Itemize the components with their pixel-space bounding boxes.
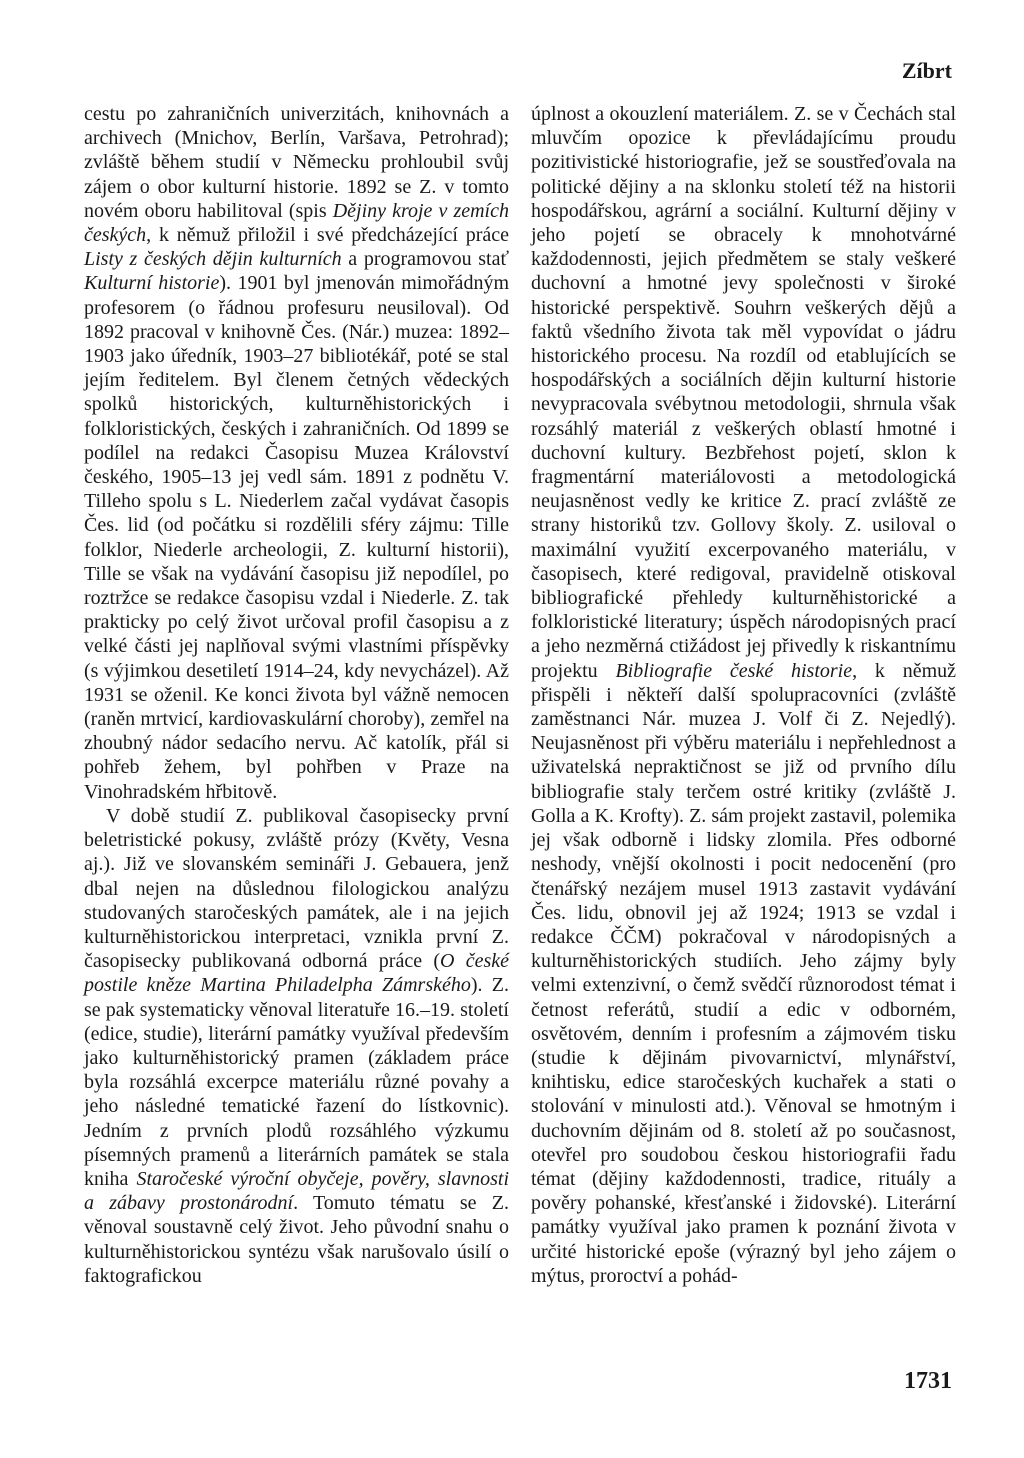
text-run: . Tomuto tématu se Z. věnoval soustavně celý život. Jeho původní snahu o kulturněhistorickou syntézu však narušovalo úsilí o faktografickou — [84, 1192, 510, 1287]
text-run: , k němuž přispěli i někteří další spolupracovníci (zvláště zaměstnanci Nár. muzea J. Volf či Z. Nejedlý). Neujasněnost při výběru materiálu i nepřehlednost a uživatelská nepraktičnost se již od prvního dílu bibliografie staly terčem ostré kritiky (zvláště J. Golla a K. Krofty). Z. sám projekt zastavil, polemika jej však odborně i lidsky zlomila. Přes odborné neshody, vnější okolnosti i pocit nedocenění (pro čtenářský nezájem musel 1913 zastavit vydávání Čes. lidu, obnovil jej až 1924; 1913 se vzdal i redakce ČČM) pokračoval v národopisných a kulturněhistorických studiích. Jeho zájmy byly velmi extenzivní, o čemž svědčí různorodost témat i četnost referátů, studií a edic v odborném, osvětovém, denním i profesním a zájmovém tisku (studie k dějinám pivovarnictví, mlynářství, knihtisku, edice staročeských kuchařek a stati o stolování v minulosti atd.). Věnoval se hmotným i duchovním dějinám od 8. století až po současnost, otevřel pro soudobou českou historiografii řadu témat (dějiny každodennosti, tradice, rituály a pověry pohanské, křesťanské i židovské). Literární památky využíval jako pramen k poznání života v určité historické epoše (výrazný byl jeho zájem o mýtus, proroctví a pohád- — [531, 659, 957, 1287]
running-head: Zíbrt — [901, 58, 952, 83]
page-number: 1731 — [904, 1368, 952, 1394]
paragraph — [531, 102, 956, 1288]
text-run: ). 1901 byl jmenován mimořádným profesorem (o řádnou profesuru neusiloval). Od 1892 pracoval v knihovně Čes. (Nár.) muzea: 1892–1903 jako úředník, 1903–27 bibliotékář, poté se stal jejím ředitelem. Byl členem četných vědeckých spolků historických, kulturněhistorických i folkloristických, českých i zahraničních. Od 1899 se podílel na redakci Časopisu Muzea Království českého, 1905–13 jej vedl sám. 1891 z podnětu V. Tilleho spolu s L. Niederlem začal vydávat časopis Čes. lid (od počátku si rozdělili sféry zájmu: Tille folklor, Niederle archeologii, Z. kulturní historii), Tille se však na vydávání časopisu již nepodílel, po roztržce se redakce časopisu vzdal i Niederle. Z. tak prakticky po celý život určoval profil časopisu a z velké části jej naplňoval svými vlastními příspěvky (s výjimkou desetiletí 1914–24, kdy nevycházel). Až 1931 se oženil. Ke konci života byl vážně nemocen (raněn mrtvicí, kardiovaskulární choroby), zemřel na zhoubný nádor sedacího nervu. Ač katolík, přál si pohřeb žehem, byl pohřben v Praze na Vinohradském hřbitově. — [84, 272, 509, 803]
text-run: úplnost a okouzlení materiálem. Z. se v Čechách stal mluvčím opozice k převládajícímu proudu pozitivistické historiografie, jež se soustřeďovala na politické dějiny a na sklonku století též na historii hospodářskou, agrární a sociální. Kulturní dějiny v jeho pojetí se obracely k mnohotvárné každodennosti, jejich předmětem se staly veškeré duchovní a hmotné jevy společnosti v široké historické perspektivě. Souhrn veškerých dějů a faktů všedního života tak měl vypovídat o jádru historického procesu. Na rozdíl od etablujících se hospodářských a sociálních dějin kulturní historie nevypracovala svébytnou metodologii, shrnula však rozsáhlý materiál z veškerých oblastí hmotné i duchovní kultury. Bezbřehost pojetí, sklon k fragmentární materiálovosti a metodologická neujasněnost vedly ke kritice Z. prací zvláště ze strany historiků tzv. Gollovy školy. Z. usiloval o maximální využití excerpovaného materiálu, v časopisech, které redigoval, pravidelně otiskoval bibliografické přehledy kulturněhistorické a folkloristické literatury; úspěch národopisných prací a jeho nezměrná ctižádost jej přivedly k riskantnímu projektu — [531, 103, 956, 682]
italic-title: Dějiny kroje v zemích českých — [84, 199, 509, 247]
italic-title: Kulturní historie — [84, 272, 220, 295]
right-column — [531, 102, 956, 1288]
paragraph — [84, 102, 509, 804]
italic-title: Listy z českých dějin kulturních — [84, 248, 342, 271]
text-run: cestu po zahraničních univerzitách, knihovnách a archivech (Mnichov, Berlín, Varšava, Petrohrad); zvláště během studií v Německu prohloubil svůj zájem o obor kulturní historie. 1892 se Z. v tomto novém oboru habilitoval (spis — [84, 103, 509, 222]
text-run: V době studií Z. publikoval časopisecky první beletristické pokusy, zvláště prózy (Květy, Vesna aj.). Již ve slovanském semináři J. Gebauera, jenž dbal nejen na důslednou filologickou analýzu studovaných staročeských památek, ale i na jejich kulturněhistorickou interpretaci, vznikla první Z. časopisecky publikovaná odborná práce ( — [84, 804, 509, 973]
paragraph — [84, 804, 509, 1288]
italic-title: Bibliografie české historie — [615, 659, 853, 682]
italic-title: O české postile kněze Martina Philadelpha Zámrského — [84, 950, 509, 997]
text-run: , k němuž přiložil i své předcházející práce — [146, 224, 509, 247]
italic-title: Staročeské výroční obyčeje, pověry, slavnosti a zábavy prostonárodní — [84, 1167, 510, 1215]
text-run: ). Z. se pak systematicky věnoval literatuře 16.–19. století (edice, studie), literární památky využíval především jako kulturněhistorický pramen (základem práce byla rozsáhlá excerpce materiálu různé povahy a jeho následné tematické řazení do lístkovnic). Jedním z prvních plodů rozsáhlého výzkumu písemných pramenů a literárních památek se stala kniha — [84, 974, 509, 1190]
left-column — [84, 102, 509, 1288]
text-run: a programovou stať — [341, 248, 509, 271]
